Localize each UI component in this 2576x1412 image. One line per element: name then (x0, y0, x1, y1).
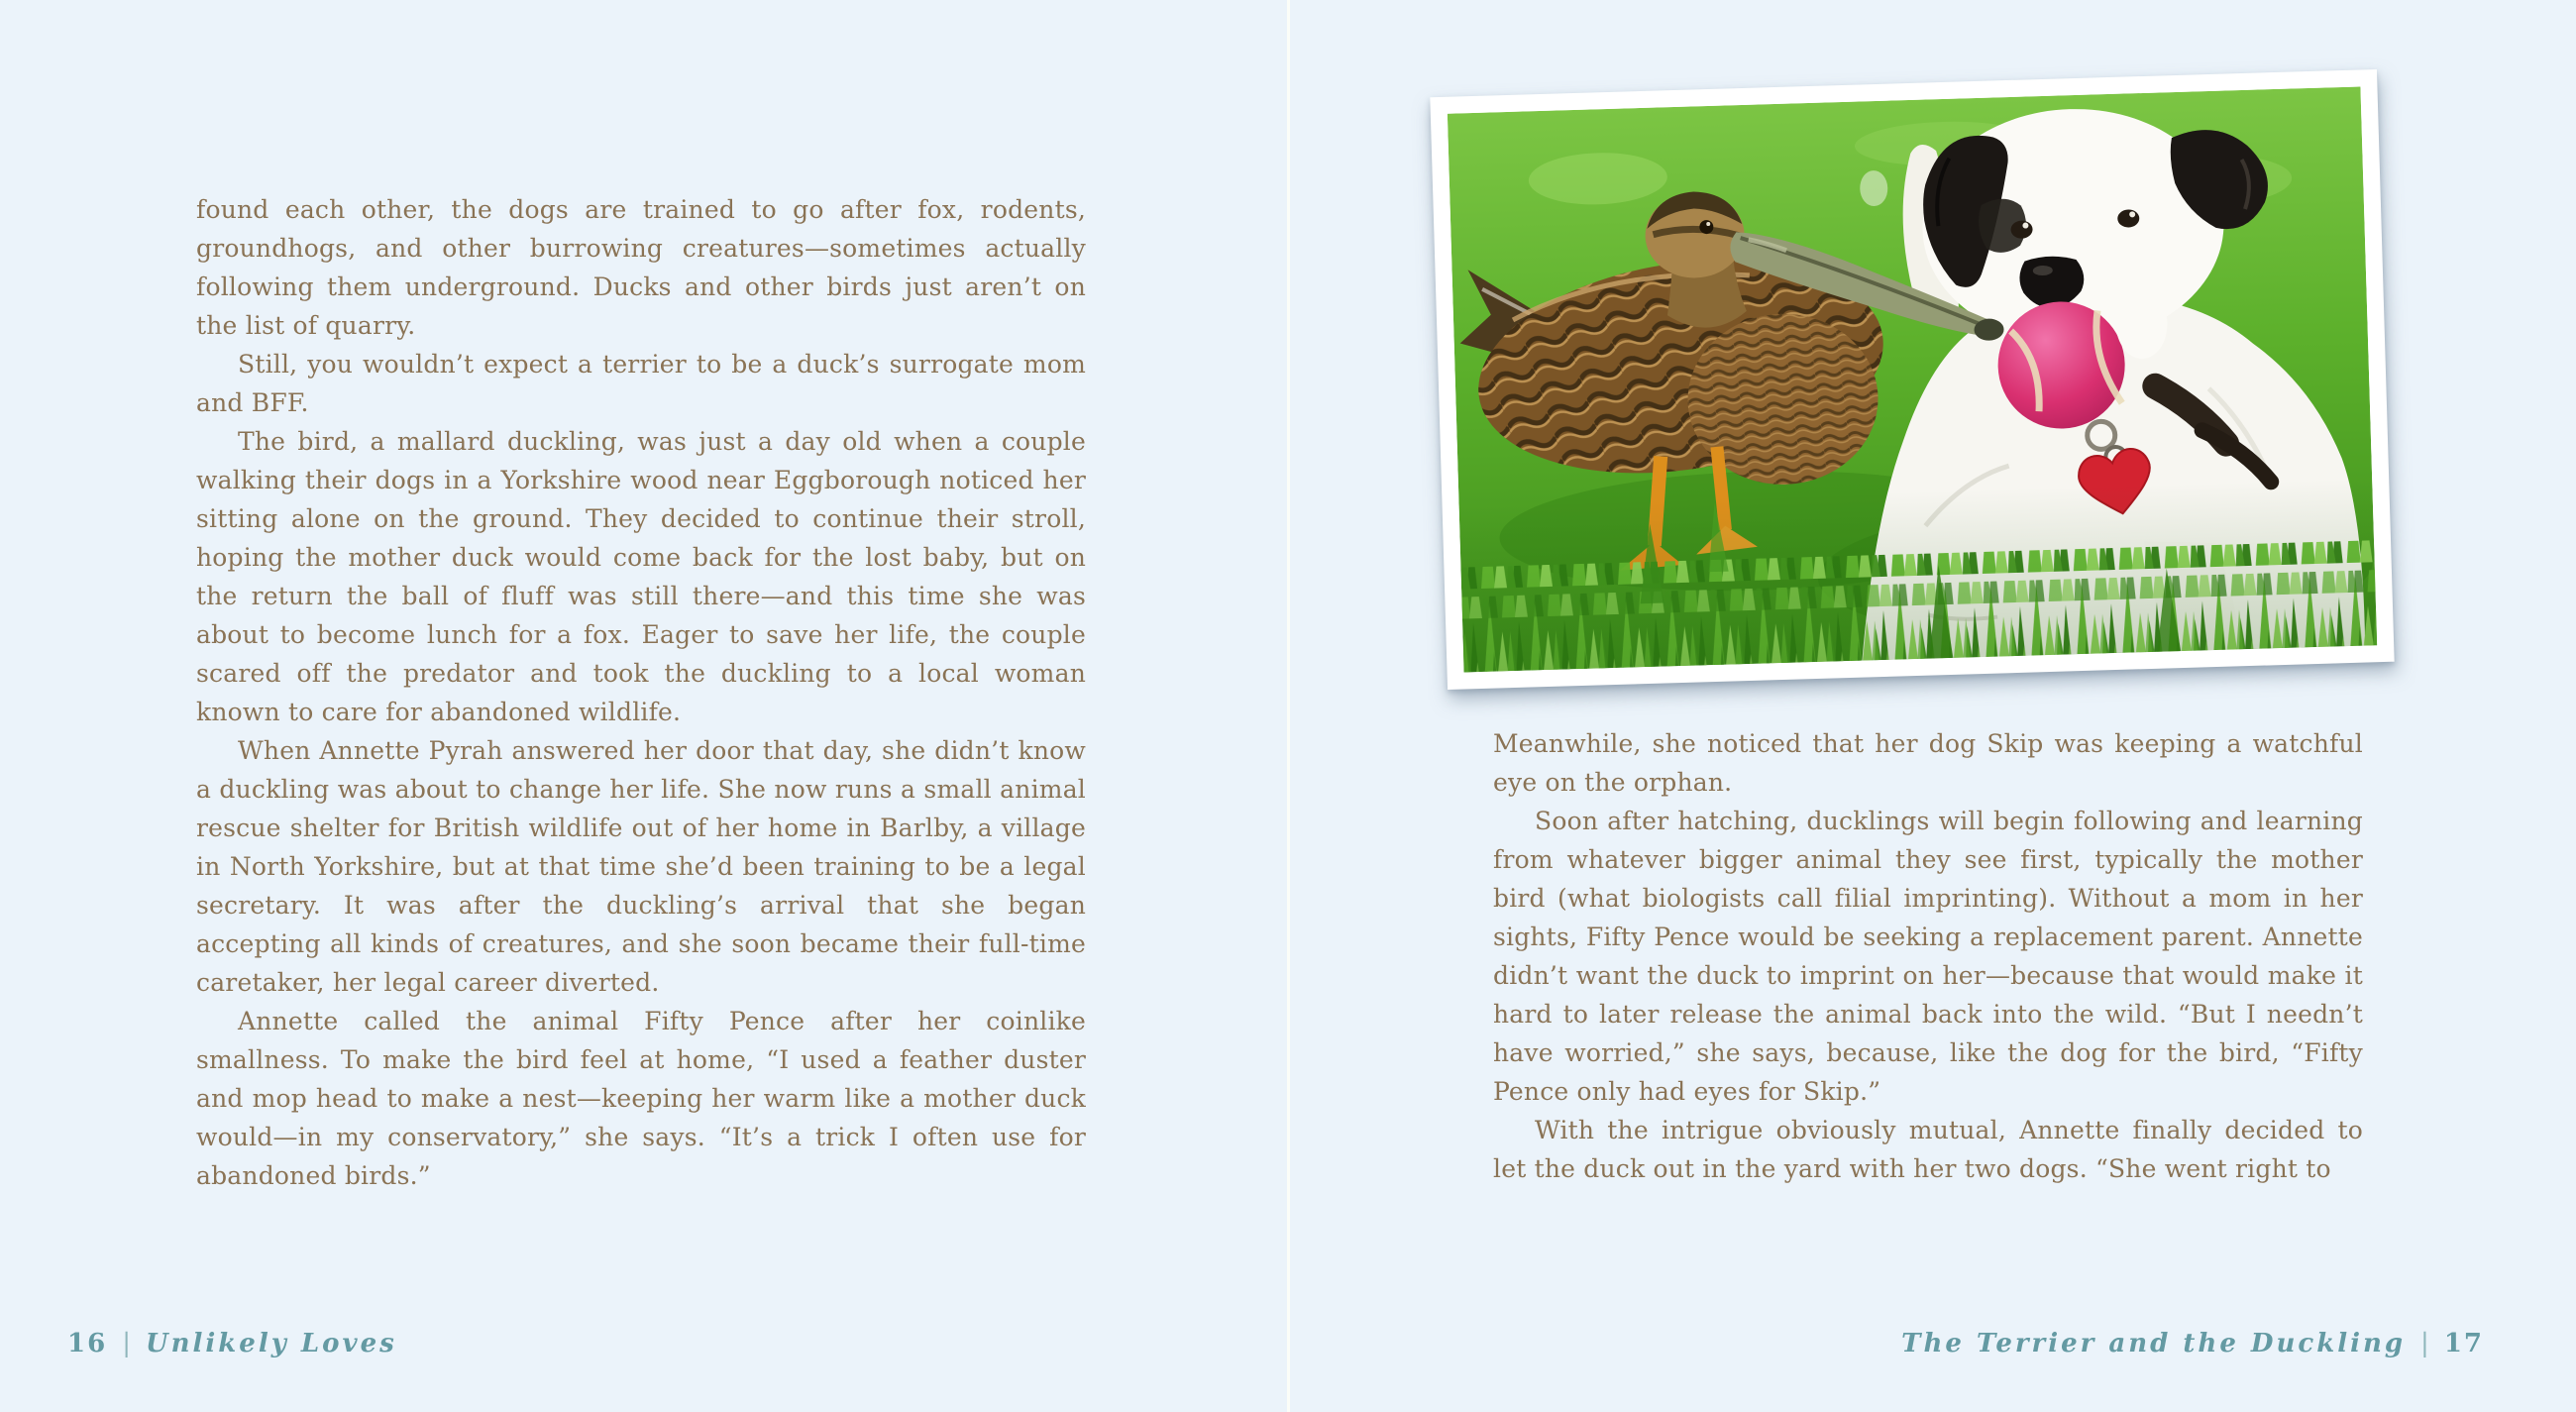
body-paragraph: With the intrigue obviously mutual, Annette finally decided to let the duck out in the yard with her two dogs. “She went right to (1493, 1116, 2363, 1183)
body-paragraph: found each other, the dogs are trained to go after fox, rodents, groundhogs, and other burrowing creatures—sometimes actually following them underground. Ducks and other birds just aren’t on the list of quarry. (196, 195, 1086, 340)
body-paragraph: Soon after hatching, ducklings will begin following and learning from whatever bigger animal they see first, typically the mother bird (what biologists call filial imprinting). Without a mom in her sights, Fifty Pence would be seeking a replacement parent. Annette didn’t want the duck to imprint on her—because that would make it hard to later release the animal back into the wild. “But I needn’t have worried,” she says, because, like the dog for the bird, “Fifty Pence only had eyes for Skip.” (1493, 807, 2363, 1106)
chapter-title: The Terrier and the Duckling (1901, 1329, 2407, 1358)
photo-duck-and-terrier (1430, 69, 2394, 690)
body-paragraph: Annette called the animal Fifty Pence after her coinlike smallness. To make the bird feel at home, “I used a feather duster and mop head to make a nest—keeping her warm like a mother duck would—in my conservatory,” she says. “It’s a trick I often use for abandoned birds.” (196, 1007, 1086, 1190)
photo-illustration (1448, 86, 2377, 672)
right-page-footer (1901, 1329, 2484, 1358)
page-number: 17 (2443, 1329, 2484, 1358)
body-paragraph: The bird, a mallard duckling, was just a day old when a couple walking their dogs in a Yorkshire wood near Eggborough noticed her sitting alone on the ground. They decided to continue their stroll, hoping the mother duck would come back for the lost baby, but on the return the ball of fluff was still there—and this time she was about to become lunch for a fox. Eager to save her life, the couple scared off the predator and took the duckling to a local woman known to care for abandoned wildlife. (196, 427, 1086, 726)
left-page-footer (67, 1329, 397, 1358)
right-page-text (1493, 724, 2363, 1188)
body-paragraph: Still, you wouldn’t expect a terrier to be a duck’s surrogate mom and BFF. (196, 350, 1086, 417)
footer-separator: | (2420, 1329, 2429, 1358)
book-title: Unlikely Loves (145, 1329, 397, 1358)
footer-separator: | (122, 1329, 131, 1358)
right-page (1290, 0, 2576, 1412)
page-number: 16 (67, 1329, 108, 1358)
body-paragraph: Meanwhile, she noticed that her dog Skip was keeping a watchful eye on the orphan. (1493, 729, 2363, 797)
body-paragraph: When Annette Pyrah answered her door that day, she didn’t know a duckling was about to change her life. She now runs a small animal rescue shelter for British wildlife out of her home in Barlby, a village in North Yorkshire, but at that time she’d been training to be a legal secretary. It was after the duckling’s arrival that she began accepting all kinds of creatures, and she soon became their full-time caretaker, her legal career diverted. (196, 736, 1086, 997)
left-page-text (196, 190, 1086, 1195)
